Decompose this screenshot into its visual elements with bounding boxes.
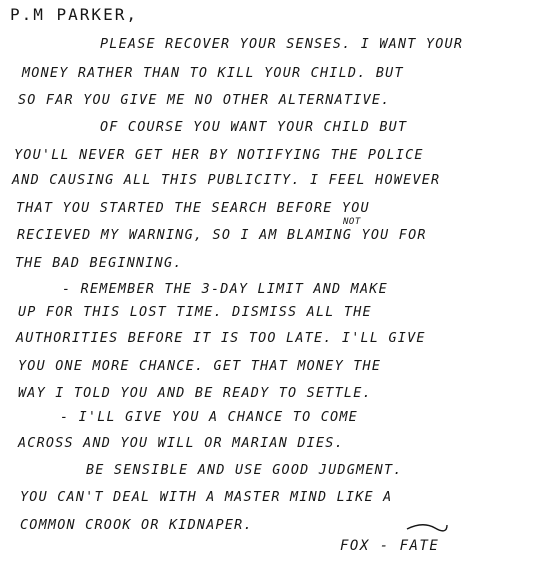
salutation: P.M PARKER, bbox=[10, 5, 138, 24]
letter-line-10: - REMEMBER THE 3-DAY LIMIT AND MAKE bbox=[62, 282, 388, 297]
letter-line-7: THAT YOU STARTED THE SEARCH BEFORE YOU bbox=[16, 201, 370, 216]
letter-line-14: WAY I TOLD YOU AND BE READY TO SETTLE. bbox=[18, 386, 372, 401]
letter-line-3: SO FAR YOU GIVE ME NO OTHER ALTERNATIVE. bbox=[18, 93, 391, 108]
letter-line-11: UP FOR THIS LOST TIME. DISMISS ALL THE bbox=[18, 305, 372, 320]
letter-line-9: THE BAD BEGINNING. bbox=[15, 256, 183, 271]
signature-flourish bbox=[405, 519, 449, 535]
caret-insertion: NOT bbox=[343, 217, 361, 227]
letter-line-18: YOU CAN'T DEAL WITH A MASTER MIND LIKE A bbox=[20, 490, 393, 505]
letter-line-5: YOU'LL NEVER GET HER BY NOTIFYING THE POLICE bbox=[14, 148, 424, 163]
signature: FOX - FATE bbox=[340, 538, 440, 554]
letter-line-17: BE SENSIBLE AND USE GOOD JUDGMENT. bbox=[86, 463, 403, 478]
letter-line-16: ACROSS AND YOU WILL OR MARIAN DIES. bbox=[18, 436, 344, 451]
letter-line-19: COMMON CROOK OR KIDNAPER. bbox=[20, 518, 253, 533]
letter-line-13: YOU ONE MORE CHANCE. GET THAT MONEY THE bbox=[18, 359, 382, 374]
letter-line-4: OF COURSE YOU WANT YOUR CHILD BUT bbox=[100, 120, 408, 135]
letter-line-2: MONEY RATHER THAN TO KILL YOUR CHILD. BUT bbox=[22, 66, 404, 81]
letter-line-15: - I'LL GIVE YOU A CHANCE TO COME bbox=[60, 410, 358, 425]
letter-line-6: AND CAUSING ALL THIS PUBLICITY. I FEEL HOWEVER bbox=[12, 173, 441, 188]
letter-line-1: PLEASE RECOVER YOUR SENSES. I WANT YOUR bbox=[100, 37, 464, 52]
letter-line-8: RECIEVED MY WARNING, SO I AM BLAMING YOU FOR bbox=[17, 228, 427, 243]
letter-line-12: AUTHORITIES BEFORE IT IS TOO LATE. I'LL GIVE bbox=[16, 331, 426, 346]
